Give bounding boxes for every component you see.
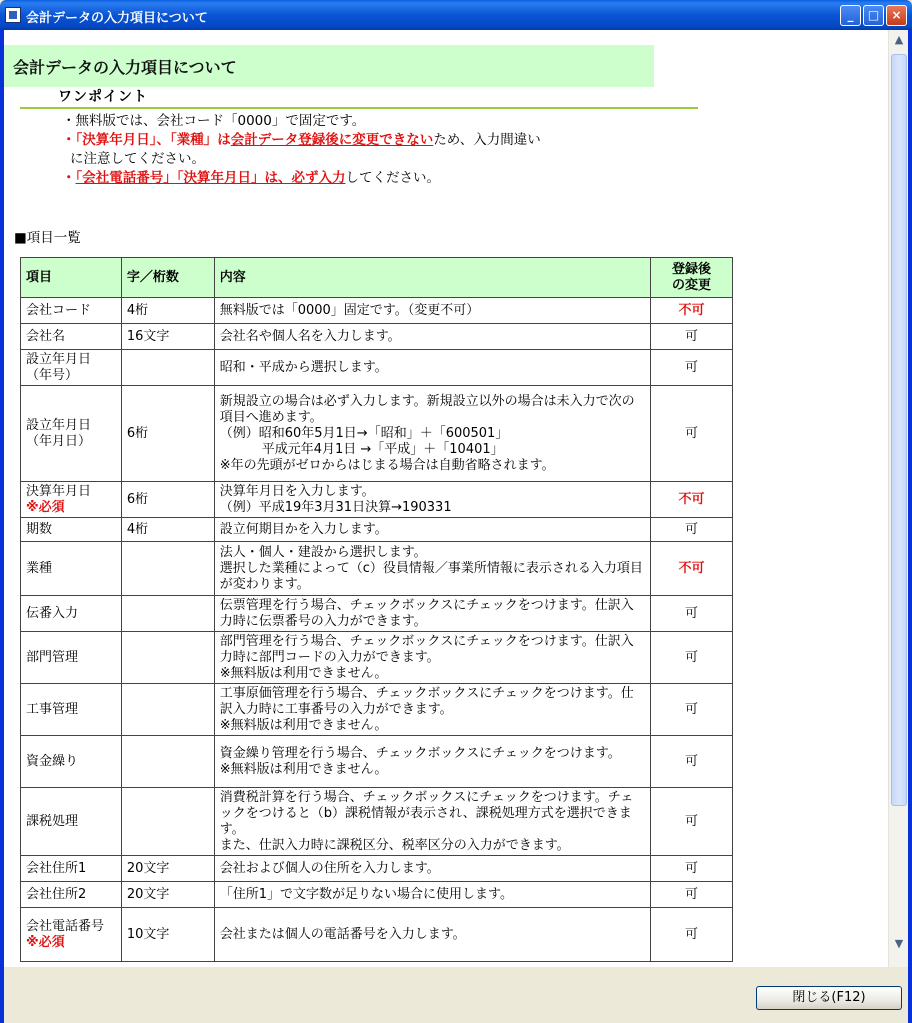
bullet-dot: ・ [62,132,76,148]
cell-desc: 設立何期目かを入力します。 [214,518,650,542]
header-item: 項目 [21,258,122,298]
cell-change: 可 [651,908,733,962]
cell-name-l2: （年月日） [26,433,92,449]
app-icon [5,7,21,23]
cell-desc [214,482,650,518]
desc-line: 部門管理を行う場合、チェックボックスにチェックをつけます。仕訳入力時に部門コードの入力ができます。 [219,633,634,665]
cell-name [21,386,122,482]
header-change [651,258,733,298]
cell-name: 工事管理 [21,684,122,736]
table-row [21,788,733,856]
cell-change: 可 [651,882,733,908]
onepoint-bullets [62,112,702,188]
window-title: 会計データの入力項目について [26,11,208,26]
page-header [4,45,654,87]
cell-change: 可 [651,324,733,350]
header-change-l2: の変更 [672,277,712,293]
cell-change: 不可 [651,542,733,596]
warning-text: 「決算年月日」、「業種」は [75,132,231,148]
cell-name: 伝番入力 [21,596,122,632]
table-row [21,298,733,324]
desc-line: 新規設立の場合は必ず入力します。新規設立以外の場合は未入力で次の項目へ進めます。 [219,393,635,425]
cell-name [21,350,122,386]
cell-change: 可 [651,632,733,684]
cell-name-l1: 会社電話番号 [26,918,105,934]
required-rest: してください。 [345,170,440,186]
close-button[interactable]: 閉じる(F12) [756,986,902,1010]
header-content: 内容 [214,258,650,298]
cell-desc: 会社名や個人名を入力します。 [214,324,650,350]
cell-digits: 4桁 [121,518,214,542]
cell-name-l1: 設立年月日 [26,417,92,433]
table-row [21,482,733,518]
cell-name: 部門管理 [21,632,122,684]
cell-name-l2: （年号） [26,367,79,383]
cell-name: 会社コード [21,298,122,324]
desc-line: ※無料版は利用できません。 [219,717,388,733]
scroll-thumb[interactable] [891,54,907,806]
cell-name: 会社名 [21,324,122,350]
cell-desc: 「住所1」で文字数が足りない場合に使用します。 [214,882,650,908]
desc-line: 消費税計算を行う場合、チェックボックスにチェックをつけます。チェックをつけると（b）課税情報が表示され、課税処理方式を選択できます。 [219,789,634,837]
bullet-dot: ・ [62,170,76,186]
desc-line: 法人・個人・建設から選択します。 [219,544,427,560]
cell-desc [214,684,650,736]
desc-line: ※無料版は利用できません。 [219,761,388,777]
cell-digits [121,350,214,386]
close-window-button[interactable]: × [886,5,907,26]
scroll-up-icon[interactable]: ▲ [894,33,904,46]
cell-digits: 4桁 [121,298,214,324]
cell-change: 可 [651,788,733,856]
cell-digits [121,788,214,856]
window-frame-right [908,30,912,1023]
desc-line: 平成元年4月1日 →「平成」＋「10401」 [261,441,504,457]
cell-change: 可 [651,350,733,386]
table-row [21,324,733,350]
cell-digits: 6桁 [121,482,214,518]
cell-digits: 6桁 [121,386,214,482]
cell-digits: 20文字 [121,856,214,882]
cell-name: 会社住所2 [21,882,122,908]
table-row [21,596,733,632]
desc-line: （例）平成19年3月31日決算→190331 [219,499,452,515]
header-digits: 字／桁数 [121,258,214,298]
cell-name: 業種 [21,542,122,596]
onepoint-divider [20,107,698,109]
cell-name-l1: 決算年月日 [26,483,92,499]
table-row [21,542,733,596]
maximize-button[interactable]: □ [863,5,884,26]
desc-line: 決算年月日を入力します。 [219,483,375,499]
header-change-l1: 登録後 [672,261,712,277]
cell-digits [121,736,214,788]
page-title: 会計データの入力項目について [13,58,237,77]
desc-line: ※無料版は利用できません。 [219,665,388,681]
table-row [21,856,733,882]
table-header-row [21,258,733,298]
cell-desc: 会社および個人の住所を入力します。 [214,856,650,882]
cell-name [21,908,122,962]
cell-name-l1: 設立年月日 [26,351,92,367]
cell-desc [214,736,650,788]
cell-name: 会社住所1 [21,856,122,882]
cell-change: 可 [651,856,733,882]
cell-change: 可 [651,736,733,788]
required-badge: ※必須 [26,934,65,950]
content-area[interactable] [4,30,888,967]
cell-digits: 16文字 [121,324,214,350]
table-row [21,684,733,736]
cell-name: 資金繰り [21,736,122,788]
warning-rest: ため、入力間違い [433,132,541,148]
cell-change: 可 [651,596,733,632]
required-underline: 「会社電話番号」「決算年月日」は、必ず入力 [75,170,346,186]
table-row [21,632,733,684]
bullet-required [62,169,702,188]
cell-desc [214,788,650,856]
desc-line: （例）昭和60年5月1日→「昭和」＋「600501」 [219,425,509,441]
bottom-bar [4,967,908,1023]
table-row [21,518,733,542]
desc-line: 資金繰り管理を行う場合、チェックボックスにチェックをつけます。 [219,745,621,761]
cell-desc: 無料版では「0000」固定です。（変更不可） [214,298,650,324]
cell-digits [121,632,214,684]
desc-line: また、仕訳入力時に課税区分、税率区分の入力ができます。 [219,837,570,853]
cell-desc: 昭和・平成から選択します。 [214,350,650,386]
cell-desc: 会社または個人の電話番号を入力します。 [214,908,650,962]
table-row [21,736,733,788]
minimize-button[interactable]: _ [840,5,861,26]
cell-digits [121,684,214,736]
bullet-continuation: に注意してください。 [70,151,205,167]
desc-line: 工事原価管理を行う場合、チェックボックスにチェックをつけます。仕訳入力時に工事番号の入力ができます。 [219,685,634,717]
cell-name: 課税処理 [21,788,122,856]
table-row [21,908,733,962]
desc-line: 選択した業種によって（c）役員情報／事業所情報に表示される入力項目が変わります。 [219,560,643,592]
cell-change: 可 [651,518,733,542]
bullet-fixed-code: ・無料版では、会社コード「0000」で固定です。 [62,113,366,129]
cell-change: 可 [651,684,733,736]
scroll-down-icon[interactable]: ▼ [894,937,904,950]
section-title: ■項目一覧 [14,230,81,246]
cell-digits: 20文字 [121,882,214,908]
cell-desc: 伝票管理を行う場合、チェックボックスにチェックをつけます。仕訳入力時に伝票番号の入力ができます。 [214,596,650,632]
cell-name [21,482,122,518]
required-badge: ※必須 [26,499,65,515]
cell-change: 不可 [651,482,733,518]
cell-desc [214,632,650,684]
table-row [21,386,733,482]
cell-change: 可 [651,386,733,482]
title-bar[interactable] [0,0,912,30]
table-row [21,350,733,386]
cell-name: 期数 [21,518,122,542]
cell-desc [214,386,650,482]
vertical-scrollbar[interactable] [888,30,908,967]
cell-digits [121,542,214,596]
cell-desc [214,542,650,596]
items-table [20,257,733,962]
table-row [21,882,733,908]
desc-line: ※年の先頭がゼロからはじまる場合は自動省略されます。 [219,457,555,473]
cell-digits [121,596,214,632]
bullet-no-change [62,131,702,150]
cell-change: 不可 [651,298,733,324]
cell-digits: 10文字 [121,908,214,962]
onepoint-heading: ワンポイント [58,89,148,105]
warning-underline: 会計データ登録後に変更できない [230,132,434,148]
